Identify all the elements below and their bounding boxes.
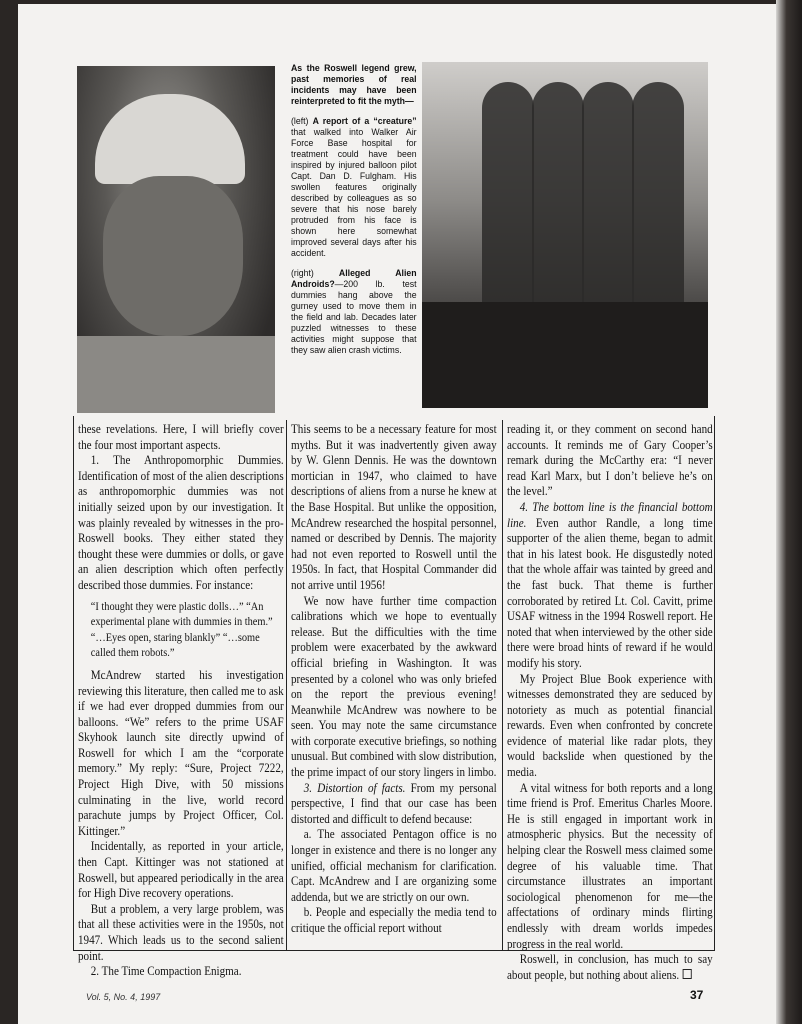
photo-injured-pilot — [77, 66, 275, 413]
paragraph: A vital witness for both reports and a long time friend is Prof. Emeritus Charles Moore. He is still engaged in important work in atmospheric physics. But the necessity of helping clear the Roswell mess claimed some degree of his valuable time. That circumstance illustrates an important sociological phenomenon for me—the affectations of ordinary minds flirting endlessly with dream worlds impedes progress in the real world. — [507, 780, 713, 951]
page-number: 37 — [690, 988, 704, 1002]
paragraph-text: Roswell, in conclusion, has much to say about people, but nothing about aliens. — [507, 952, 713, 982]
paragraph: McAndrew started his investigation reviewing this literature, then called me to ask if we had ever dropped dummies from our balloons. “We” refers to the prime USAF Skyhook launch site directly upwind of Roswell for which I am the “corporate memory.” My reply: “Sure, Project 7222, Project High Dive, with 50 missions culminating in the live, world record parachute jumps by Project Officer, Col. Kittinger.” — [78, 667, 284, 838]
article-column-2 — [291, 422, 497, 937]
section-heading: 3. Distortion of facts. — [303, 780, 406, 795]
swollen-face — [103, 176, 243, 336]
article-column-1 — [78, 422, 284, 980]
shirt — [77, 336, 275, 413]
caption-lead: As the Roswell legend grew, past memories of real incidents may have been reinterpreted to fit the myth— — [291, 63, 417, 107]
gurney — [422, 302, 708, 408]
scan-edge — [776, 0, 802, 1024]
witness-quotes: “I thought they were plastic dolls…” “An experimental plane with dummies in them.” “…Eyes open, staring blankly” “…some called them robots.” — [90, 600, 273, 660]
paragraph-text: Even author Randle, a long time supporter of the alien theme, began to admit that in his latest book. He disgustedly noted that the whole affair was tainted by greed and the fast buck. That theme is further corroborated by retired Lt. Col. Cavitt, prime USAF witness in the 1994 Roswell report. He noted that when interviewed by the other side there were broad hints of reward if he would modify his story. — [507, 515, 713, 670]
paragraph — [507, 952, 713, 983]
caption-left-text: that walked into Walker Air Force Base hospital for treatment could have been inspired by injured balloon pilot Capt. Dan D. Fulgham. His swollen features originally described by colleagues as so severe that his nose barely protruded from his face is shown here somewhat improved several days after his accident. — [291, 127, 417, 259]
caption-right-title: Alleged Alien Androids? — [291, 268, 417, 290]
end-mark-icon — [683, 969, 692, 979]
paragraph: these revelations. Here, I will briefly cover the four most important aspects. — [78, 422, 284, 452]
paragraph: 1. The Anthropomorphic Dummies. Identification of most of the alien descriptions as anthropomorphic dummies was not initially seized upon by our investigation. It was plainly revealed by witnesses in the pro-Roswell books. They either stated they thought these were dummies or dolls, or gave an alien description which often perfectly described those dummies. For instance: — [78, 453, 284, 592]
paragraph — [291, 781, 497, 828]
section-heading: 4. The bottom line is the financial bottom line. — [507, 499, 713, 530]
caption-left-prefix: (left) — [291, 116, 313, 127]
paragraph: reading it, or they comment on second hand accounts. It reminds me of Gary Cooper’s remark during the McCarthy era: “I never read Karl Marx, but I don’t believe he’s on the level.” — [507, 422, 713, 499]
photo-test-dummies — [422, 62, 708, 408]
caption-left-title: A report of a “creature” — [312, 116, 417, 127]
paragraph: This seems to be a necessary feature for most myths. But it was inadvertently given away by W. Glenn Dennis. He was the downtown mortician in 1947, who claimed to have descriptions of aliens from a nurse he knew at the Base Hospital. But unlike the opposition, McAndrew researched the hospital personnel, named or described by Dennis. The majority had not even reported to Roswell until the 1950s. In fact, that Hospital Commander did not arrive until 1956! — [291, 422, 497, 592]
paragraph: b. People and especially the media tend to critique the official report without — [291, 905, 497, 935]
paragraph: Incidentally, as reported in your article, then Capt. Kittinger was not stationed at Roswell, but appeared periodically in the area for High Dive recovery operations. — [78, 839, 284, 901]
paragraph: a. The associated Pentagon office is no longer in existence and there is no longer any unified, official mechanism for clarification. Capt. McAndrew and I are organizing some addenda, but we are strictly on our own. — [291, 827, 497, 904]
paragraph: We now have further time compaction calibrations which we hope to eventually release. But the difficulties with the time problem were exacerbated by the awkward official briefing in Washington. It was presented by a colonel who was only briefed on the report the previous evening! Meanwhile McAndrew was nowhere to be seen. You may note the same circumstance with corporate executive briefings, so nothing unusual. But combined with slow distribution, the prime impact of our story lingers in limbo. — [291, 593, 497, 780]
caption-right-text: —200 lb. test dummies hang above the gurney used to move them in the field and lab. Decades later puzzled witnesses to these activities might suppose that they saw alien crash victims. — [291, 279, 417, 356]
paragraph-text: From my personal perspective, I find that our case has been distorted and difficult to defend because: — [291, 780, 497, 826]
article-column-3 — [507, 422, 713, 983]
bandage-cap — [95, 94, 245, 184]
paragraph: 2. The Time Compaction Enigma. — [90, 964, 242, 979]
column-divider — [286, 420, 287, 950]
column-divider — [502, 420, 503, 950]
photo-caption — [291, 63, 417, 365]
paragraph: My Project Blue Book experience with witnesses demonstrated they are seduced by notoriety as much as potential financial rewards. Even when confronted by concrete evidence of material like radar plots, they would backslide when questioned by the media. — [507, 671, 713, 780]
paragraph — [507, 500, 713, 672]
paragraph: But a problem, a very large problem, was that all these activities were in the 1950s, not 1947. Which leads us to the second salient point. — [78, 901, 284, 963]
issue-info: Vol. 5, No. 4, 1997 — [86, 992, 161, 1002]
caption-right-prefix: (right) — [291, 268, 339, 279]
